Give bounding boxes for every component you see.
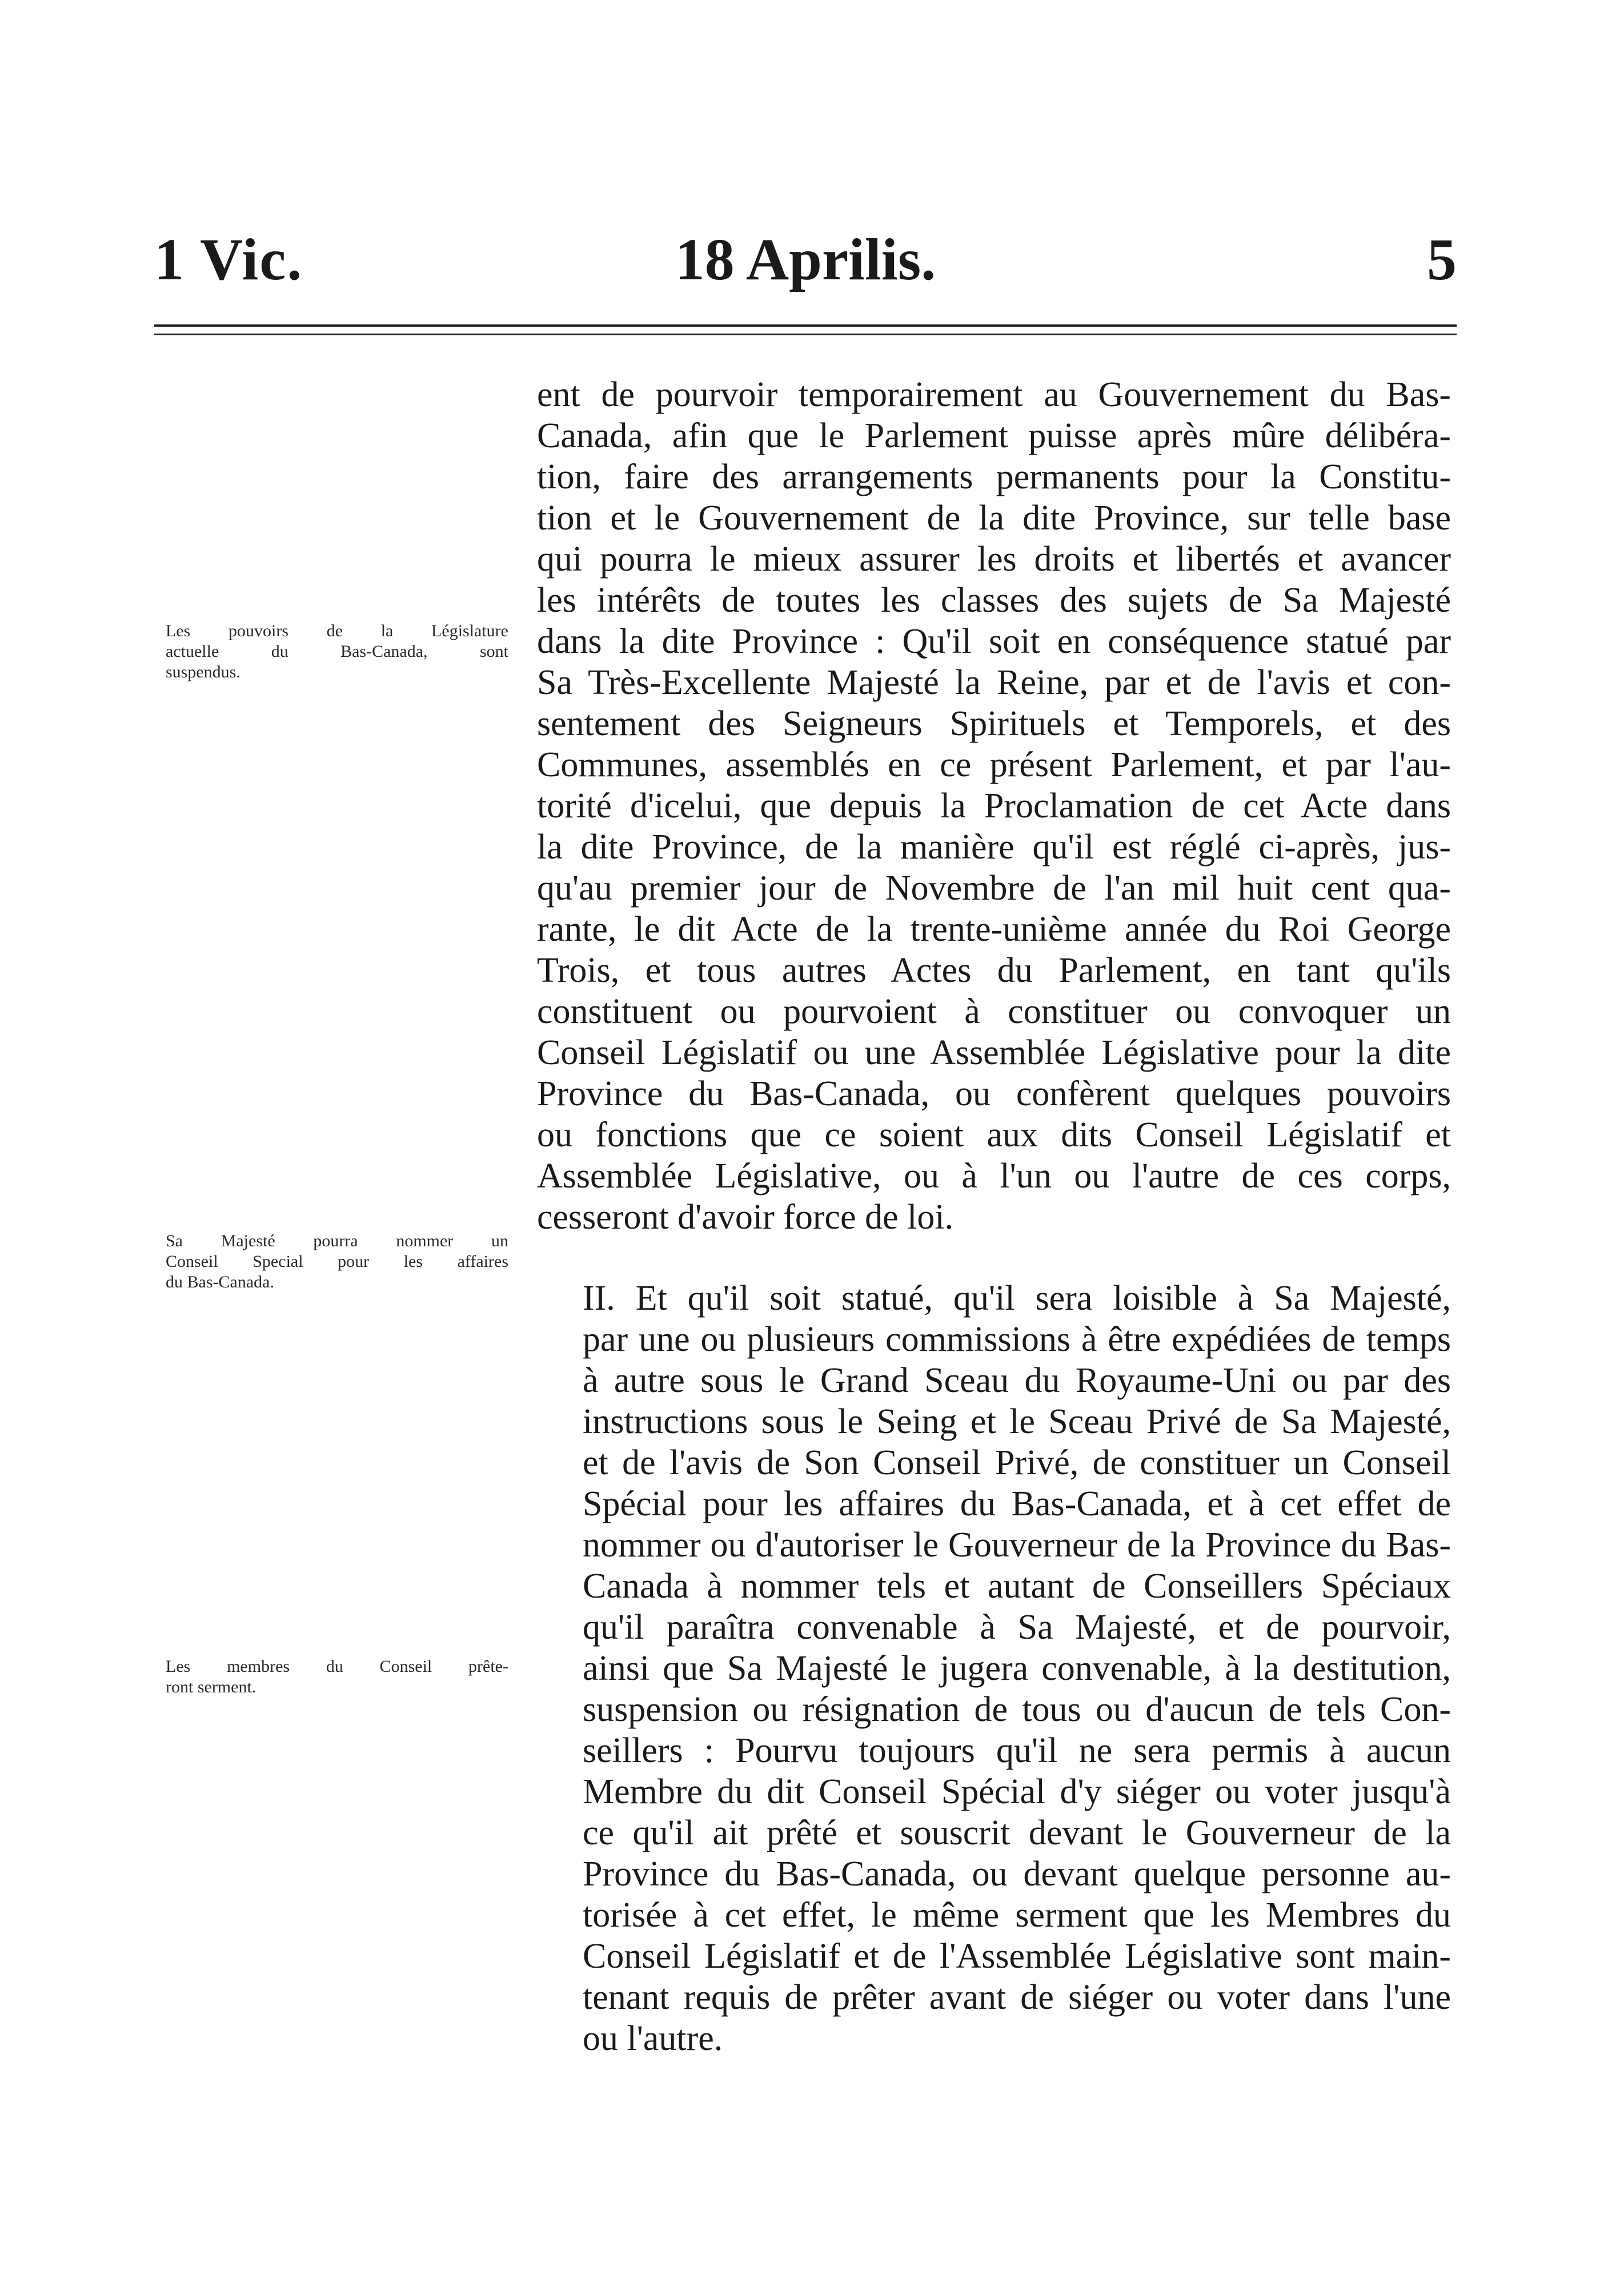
header-regnal-year: 1 Vic.	[154, 227, 303, 292]
text-line: et de l'avis de Son Conseil Privé, de constituer un Conseil	[583, 1443, 1451, 1482]
text-line: tion, faire des arrangements permanents pour la Constitu-	[537, 458, 1451, 496]
text-line: sentement des Seigneurs Spirituels et Temporels, et des	[537, 704, 1451, 743]
text-line: la dite Province, de la manière qu'il est réglé ci-après, jus-	[537, 828, 1451, 866]
header-rule-top	[154, 324, 1457, 327]
text-line: Assemblée Législative, ou à l'un ou l'autre de ces corps,	[537, 1157, 1451, 1195]
text-line: qui pourra le mieux assurer les droits et libertés et avancer	[537, 540, 1451, 579]
text-line: ou fonctions que ce soient aux dits Conseil Législatif et	[537, 1116, 1451, 1154]
page-header	[154, 226, 1457, 294]
text-line: rante, le dit Acte de la trente-unième année du Roi George	[537, 910, 1451, 949]
text-line: Canada à nommer tels et autant de Conseillers Spéciaux	[583, 1567, 1451, 1606]
margin-note-line: Les pouvoirs de la Législature	[166, 621, 508, 640]
text-line: dans la dite Province : Qu'il soit en conséquence statué par	[537, 622, 1451, 661]
text-line: ent de pourvoir temporairement au Gouvernement du Bas-	[537, 375, 1451, 414]
text-line: Conseil Législatif et de l'Assemblée Législative sont main-	[583, 1937, 1451, 1976]
text-line: Trois, et tous autres Actes du Parlement, en tant qu'ils	[537, 951, 1451, 990]
text-line: seillers : Pourvu toujours qu'il ne sera permis à aucun	[583, 1731, 1451, 1770]
text-line: Province du Bas-Canada, ou confèrent quelques pouvoirs	[537, 1074, 1451, 1113]
margin-note-line: Conseil Special pour les affaires	[166, 1252, 508, 1271]
text-line: Canada, afin que le Parlement puisse après mûre délibéra-	[537, 416, 1451, 455]
margin-note-line: du Bas-Canada.	[166, 1273, 274, 1291]
text-line: ainsi que Sa Majesté le jugera convenable, à la destitution,	[583, 1649, 1451, 1688]
text-line: les intérêts de toutes les classes des sujets de Sa Majesté	[537, 581, 1451, 620]
text-line: Conseil Législatif ou une Assemblée Législative pour la dite	[537, 1033, 1451, 1072]
text-line: tion et le Gouvernement de la dite Province, sur telle base	[537, 499, 1451, 537]
text-line: Membre du dit Conseil Spécial d'y siéger ou voter jusqu'à	[583, 1772, 1451, 1811]
text-line: qu'il paraîtra convenable à Sa Majesté, et de pourvoir,	[583, 1608, 1451, 1647]
text-line: torité d'icelui, que depuis la Proclamation de cet Acte dans	[537, 787, 1451, 825]
text-line: par une ou plusieurs commissions à être expédiées de temps	[583, 1320, 1451, 1359]
header-date: 18 Aprilis.	[675, 227, 936, 292]
paragraph-2	[537, 1278, 1451, 2059]
margin-note-line: suspendus.	[166, 663, 240, 681]
margin-note-special-council	[166, 1231, 508, 1293]
text-line: suspension ou résignation de tous ou d'aucun de tels Con-	[583, 1690, 1451, 1729]
margin-note-powers-suspended	[166, 621, 508, 683]
text-line: constituent ou pourvoient à constituer ou convoquer un	[537, 992, 1451, 1031]
text-line: Spécial pour les affaires du Bas-Canada, et à cet effet de	[583, 1484, 1451, 1523]
text-line: Sa Très-Excellente Majesté la Reine, par et de l'avis et con-	[537, 663, 1451, 702]
paragraph-1	[537, 374, 1451, 1238]
margin-note-line: actuelle du Bas-Canada, sont	[166, 642, 508, 661]
margin-note-line: Sa Majesté pourra nommer un	[166, 1231, 508, 1250]
text-line: tenant requis de prêter avant de siéger ou voter dans l'une	[583, 1978, 1451, 2017]
text-line: instructions sous le Seing et le Sceau Privé de Sa Majesté,	[583, 1402, 1451, 1441]
text-line: nommer ou d'autoriser le Gouverneur de la Province du Bas-	[583, 1526, 1451, 1564]
text-line: torisée à cet effet, le même serment que les Membres du	[583, 1896, 1451, 1935]
body-text	[537, 374, 1451, 2059]
text-line: Province du Bas-Canada, ou devant quelque personne au-	[583, 1855, 1451, 1893]
text-line: Communes, assemblés en ce présent Parlement, et par l'au-	[537, 745, 1451, 784]
margin-note-line: Les membres du Conseil prête-	[166, 1657, 508, 1676]
page-number: 5	[1427, 227, 1457, 292]
text-line: ce qu'il ait prêté et souscrit devant le Gouverneur de la	[583, 1813, 1451, 1852]
margin-note-line: ront serment.	[166, 1678, 256, 1696]
header-rule-bottom	[154, 334, 1457, 335]
text-line: II. Et qu'il soit statué, qu'il sera loisible à Sa Majesté,	[583, 1279, 1451, 1318]
text-line: à autre sous le Grand Sceau du Royaume-Uni ou par des	[583, 1361, 1451, 1400]
text-line: qu'au premier jour de Novembre de l'an mil huit cent qua-	[537, 869, 1451, 908]
text-line: cesseront d'avoir force de loi.	[537, 1198, 954, 1237]
text-line: ou l'autre.	[583, 2019, 723, 2058]
margin-note-oath	[166, 1656, 508, 1698]
